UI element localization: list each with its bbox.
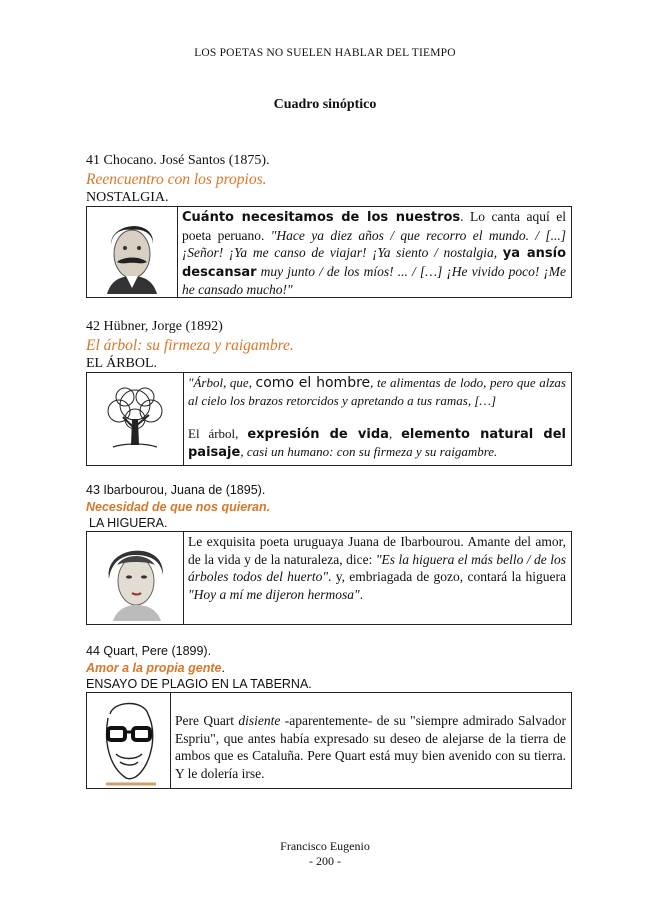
entry-43 [86,482,572,625]
text-plain: . Lo canta aquí el poeta peruano. [182,209,566,243]
text-emphasis: disiente [238,713,281,728]
entry-subtitle: El árbol: su firmeza y raigambre. [86,337,294,354]
entry-42 [86,318,572,466]
entry-text [184,373,571,465]
text-quote: , te alimentas de lodo, pero que alzas al cielo los brazos retorcidos y apretando a tus ramas, […] [188,375,566,408]
text-plain: Pere Quart [175,713,239,728]
text-quote: , casi un humano: con su firmeza y su raigambre. [240,444,498,459]
portrait-mustache-man-icon [87,207,178,297]
text-plain: Le exquisita poeta uruguaya Juana de Ibarbourou. Amante del amor, de la vida y de la naturaleza, dice: [188,534,566,567]
tree-drawing-icon [87,373,184,465]
page-footer [0,839,650,869]
entry-subtitle: Necesidad de que nos quieran. [86,500,271,514]
entry-box [86,692,572,789]
entry-text: Le exquisita poeta uruguaya Juana de Ibarbourou. Amante del amor, de la vida y de la naturaleza, dice: "Es la higuera el más bello / de los árboles todos del huerto". y, embriagada de gozo, contará la higuera "Hoy a mí me dijeron hermosa". [188,534,566,602]
page-title: Cuadro sinóptico [273,97,377,112]
entry-text [171,693,571,788]
entry-text [178,207,571,297]
entry-box [86,531,572,625]
entry-subtitle [86,660,572,676]
text-quote: "Hace ya diez años / que recorro el mundo. / [...] ¡Señor! ¡Ya me canso de viajar! ¡Ya siento / nostalgia, [182,227,566,260]
entry-44 [86,643,572,789]
entry-box [86,206,572,298]
entry-theme: LA HIGUERA. [89,516,168,530]
entry-theme: EL ÁRBOL. [86,356,158,371]
page-number: - 200 - [309,854,341,868]
entry-heading: 44 Quart, Pere (1899). [86,644,212,658]
running-head: LOS POETAS NO SUELEN HABLAR DEL TIEMPO [194,47,456,59]
entry-theme: NOSTALGIA. [86,190,169,205]
entry-box [86,372,572,466]
subtitle-period: . [221,661,225,675]
caricature-glasses-man-icon [87,693,171,788]
entry-subtitle: Reencuentro con los propios. [86,171,267,188]
text-plain: , [388,426,402,441]
entry-41 [86,152,572,298]
subtitle-text: Amor a la propia gente [86,661,222,675]
text-bold: Cuánto necesitamos de los nuestros [182,210,461,225]
entry-theme: ENSAYO DE PLAGIO EN LA TABERNA. [86,677,312,691]
text-bold: expresión de vida [247,427,389,442]
entry-heading: 42 Hübner, Jorge (1892) [86,319,223,334]
footer-author: Francisco Eugenio [280,839,370,853]
text-quote: muy junto / de los míos! ... / […] ¡He vivido poco! ¡Me he cansado mucho!" [182,263,566,297]
text-plain: . y, embriagada de gozo, contará la higuera [328,569,566,584]
portrait-woman-icon [87,532,184,624]
text-quote: "Es la higuera el más bello / de los árboles todos del huerto" [188,551,566,584]
text-bold: elemento natural del paisaje [188,427,567,460]
entry-heading: 43 Ibarbourou, Juana de (1895). [86,483,266,497]
text-quote: "Árbol, que, [188,375,256,390]
text-bold: ya ansío descansar [182,246,566,280]
text-emphasis: como el hombre [255,375,371,391]
text-plain: El árbol, [188,426,248,441]
text-plain: -aparentemente- de su "siempre admirado Salvador Espriu", que antes había expresado su deseo de alejarse de la tierra de ambos que es Cataluña. Pere Quart está muy bien avenido con su tierra. Y le dolería irse. [175,713,566,781]
entry-heading: 41 Chocano. José Santos (1875). [86,153,270,168]
text-quote: "Hoy a mí me dijeron hermosa" [188,586,360,602]
